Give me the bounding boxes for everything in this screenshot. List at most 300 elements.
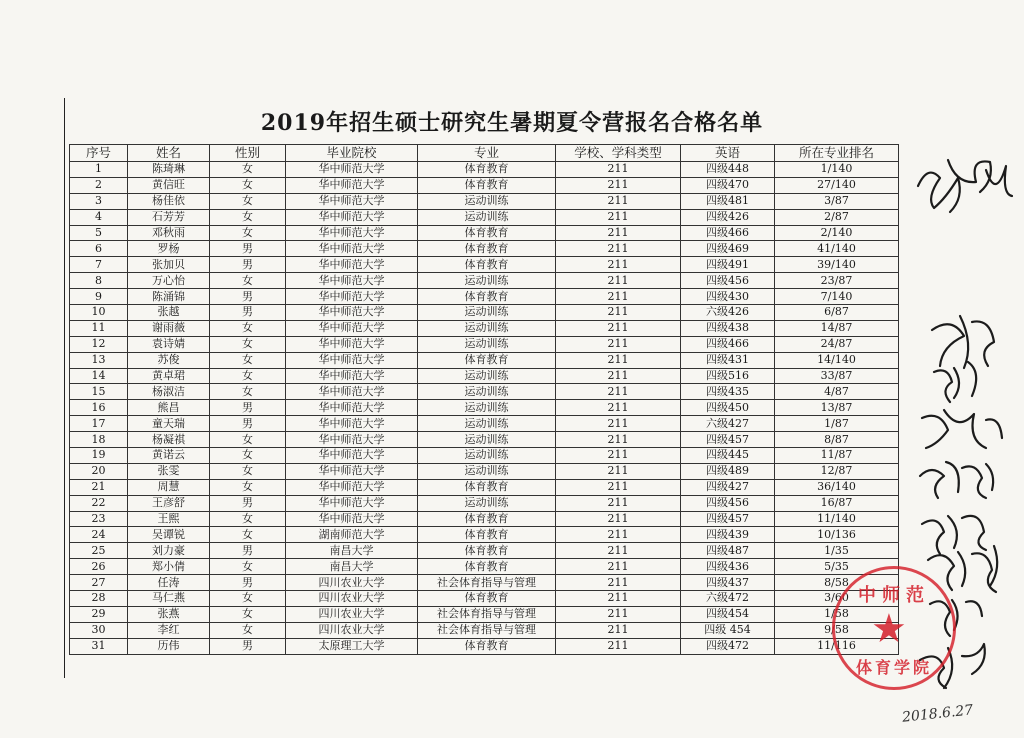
cell-index: 18	[70, 432, 128, 448]
cell-index: 30	[70, 622, 128, 638]
table-row	[70, 241, 899, 257]
cell-english: 四级436	[681, 559, 775, 575]
cell-gender: 女	[210, 336, 286, 352]
cell-school: 华中师范大学	[286, 193, 418, 209]
cell-english: 四级457	[681, 511, 775, 527]
cell-index: 31	[70, 638, 128, 654]
cell-school-type: 211	[556, 289, 681, 305]
cell-school: 四川农业大学	[286, 575, 418, 591]
cell-english: 四级516	[681, 368, 775, 384]
cell-index: 7	[70, 257, 128, 273]
cell-school: 华中师范大学	[286, 479, 418, 495]
cell-english: 四级430	[681, 289, 775, 305]
cell-gender: 男	[210, 400, 286, 416]
cell-gender: 女	[210, 352, 286, 368]
cell-english: 四级450	[681, 400, 775, 416]
cell-rank: 3/60	[775, 591, 899, 607]
table-row	[70, 273, 899, 289]
cell-english: 四级431	[681, 352, 775, 368]
cell-school-type: 211	[556, 193, 681, 209]
table-row	[70, 638, 899, 654]
cell-major: 体育教育	[418, 289, 556, 305]
cell-gender: 女	[210, 320, 286, 336]
cell-school-type: 211	[556, 209, 681, 225]
cell-major: 社会体育指导与管理	[418, 606, 556, 622]
cell-name: 童天瑞	[128, 416, 210, 432]
cell-english: 四级445	[681, 448, 775, 464]
table-row	[70, 416, 899, 432]
cell-gender: 女	[210, 177, 286, 193]
cell-gender: 女	[210, 559, 286, 575]
cell-english: 四级 454	[681, 622, 775, 638]
cell-gender: 女	[210, 448, 286, 464]
cell-school-type: 211	[556, 273, 681, 289]
cell-school-type: 211	[556, 606, 681, 622]
cell-index: 19	[70, 448, 128, 464]
cell-major: 运动训练	[418, 368, 556, 384]
official-seal	[832, 566, 956, 690]
cell-index: 20	[70, 463, 128, 479]
cell-index: 17	[70, 416, 128, 432]
cell-major: 运动训练	[418, 384, 556, 400]
cell-major: 运动训练	[418, 336, 556, 352]
cell-school: 华中师范大学	[286, 368, 418, 384]
cell-school: 华中师范大学	[286, 225, 418, 241]
cell-index: 21	[70, 479, 128, 495]
cell-school-type: 211	[556, 495, 681, 511]
cell-rank: 14/87	[775, 320, 899, 336]
signature-1	[918, 160, 1012, 212]
cell-rank: 11/140	[775, 511, 899, 527]
cell-school-type: 211	[556, 177, 681, 193]
cell-school-type: 211	[556, 336, 681, 352]
cell-school: 华中师范大学	[286, 320, 418, 336]
cell-name: 苏俊	[128, 352, 210, 368]
cell-school-type: 211	[556, 257, 681, 273]
seal-top-text: 中师范	[858, 585, 930, 606]
cell-major: 体育教育	[418, 638, 556, 654]
cell-rank: 3/87	[775, 193, 899, 209]
cell-major: 体育教育	[418, 559, 556, 575]
cell-english: 四级435	[681, 384, 775, 400]
table-row	[70, 193, 899, 209]
cell-gender: 女	[210, 527, 286, 543]
cell-english: 六级426	[681, 305, 775, 321]
cell-index: 23	[70, 511, 128, 527]
cell-english: 四级448	[681, 162, 775, 178]
cell-major: 体育教育	[418, 162, 556, 178]
cell-index: 22	[70, 495, 128, 511]
cell-major: 体育教育	[418, 591, 556, 607]
cell-rank: 9/58	[775, 622, 899, 638]
cell-major: 运动训练	[418, 400, 556, 416]
cell-english: 四级438	[681, 320, 775, 336]
cell-rank: 6/87	[775, 305, 899, 321]
header-english: 英语	[681, 145, 775, 162]
cell-gender: 男	[210, 543, 286, 559]
cell-index: 14	[70, 368, 128, 384]
cell-school: 太原理工大学	[286, 638, 418, 654]
cell-index: 5	[70, 225, 128, 241]
cell-name: 刘力豪	[128, 543, 210, 559]
signature-5	[920, 462, 993, 498]
cell-major: 体育教育	[418, 479, 556, 495]
cell-gender: 男	[210, 416, 286, 432]
cell-major: 运动训练	[418, 416, 556, 432]
cell-english: 四级466	[681, 336, 775, 352]
table-row	[70, 479, 899, 495]
cell-name: 杨淑洁	[128, 384, 210, 400]
signature-2	[932, 316, 994, 368]
cell-school: 华中师范大学	[286, 384, 418, 400]
cell-gender: 女	[210, 606, 286, 622]
cell-gender: 男	[210, 257, 286, 273]
table-row	[70, 209, 899, 225]
margin-rule	[64, 98, 65, 678]
table-row	[70, 432, 899, 448]
cell-index: 9	[70, 289, 128, 305]
cell-school: 华中师范大学	[286, 495, 418, 511]
cell-index: 15	[70, 384, 128, 400]
cell-english: 四级481	[681, 193, 775, 209]
cell-rank: 14/140	[775, 352, 899, 368]
cell-name: 谢雨薇	[128, 320, 210, 336]
cell-school: 华中师范大学	[286, 336, 418, 352]
cell-school: 华中师范大学	[286, 400, 418, 416]
cell-school: 华中师范大学	[286, 448, 418, 464]
cell-school: 华中师范大学	[286, 352, 418, 368]
cell-gender: 男	[210, 495, 286, 511]
cell-name: 张雯	[128, 463, 210, 479]
cell-gender: 女	[210, 479, 286, 495]
cell-index: 25	[70, 543, 128, 559]
cell-school: 华中师范大学	[286, 511, 418, 527]
cell-gender: 男	[210, 638, 286, 654]
signature-6	[922, 516, 986, 554]
cell-english: 四级466	[681, 225, 775, 241]
table-row	[70, 591, 899, 607]
cell-school: 华中师范大学	[286, 463, 418, 479]
cell-school-type: 211	[556, 559, 681, 575]
cell-name: 杨凝祺	[128, 432, 210, 448]
table-row	[70, 622, 899, 638]
cell-gender: 女	[210, 511, 286, 527]
cell-name: 张越	[128, 305, 210, 321]
cell-english: 四级456	[681, 273, 775, 289]
cell-rank: 13/87	[775, 400, 899, 416]
table-row	[70, 400, 899, 416]
table-row	[70, 448, 899, 464]
cell-school-type: 211	[556, 527, 681, 543]
cell-school-type: 211	[556, 638, 681, 654]
cell-school-type: 211	[556, 543, 681, 559]
cell-school: 华中师范大学	[286, 416, 418, 432]
table-row	[70, 320, 899, 336]
cell-school: 南昌大学	[286, 543, 418, 559]
cell-english: 四级439	[681, 527, 775, 543]
cell-index: 12	[70, 336, 128, 352]
cell-english: 四级456	[681, 495, 775, 511]
header-rank: 所在专业排名	[775, 145, 899, 162]
cell-major: 运动训练	[418, 495, 556, 511]
table-header-row	[70, 145, 899, 162]
cell-name: 王彦舒	[128, 495, 210, 511]
cell-rank: 2/140	[775, 225, 899, 241]
table-row	[70, 495, 899, 511]
cell-name: 历伟	[128, 638, 210, 654]
cell-school: 华中师范大学	[286, 241, 418, 257]
cell-rank: 16/87	[775, 495, 899, 511]
cell-rank: 10/136	[775, 527, 899, 543]
cell-rank: 33/87	[775, 368, 899, 384]
cell-school: 四川农业大学	[286, 591, 418, 607]
cell-school-type: 211	[556, 384, 681, 400]
cell-rank: 11/87	[775, 448, 899, 464]
table-row	[70, 368, 899, 384]
cell-rank: 5/35	[775, 559, 899, 575]
cell-major: 运动训练	[418, 209, 556, 225]
cell-rank: 41/140	[775, 241, 899, 257]
cell-english: 四级472	[681, 638, 775, 654]
cell-school: 华中师范大学	[286, 305, 418, 321]
cell-school: 四川农业大学	[286, 606, 418, 622]
cell-rank: 7/140	[775, 289, 899, 305]
table-row	[70, 575, 899, 591]
cell-index: 1	[70, 162, 128, 178]
cell-school-type: 211	[556, 241, 681, 257]
cell-school-type: 211	[556, 225, 681, 241]
cell-name: 万心怡	[128, 273, 210, 289]
header-gender: 性别	[210, 145, 286, 162]
cell-school-type: 211	[556, 432, 681, 448]
cell-rank: 23/87	[775, 273, 899, 289]
cell-gender: 女	[210, 162, 286, 178]
header-major: 专业	[418, 145, 556, 162]
table-row	[70, 559, 899, 575]
cell-gender: 男	[210, 241, 286, 257]
seal-star-icon: ★	[871, 606, 907, 652]
cell-school: 华中师范大学	[286, 289, 418, 305]
cell-english: 四级457	[681, 432, 775, 448]
cell-name: 周慧	[128, 479, 210, 495]
cell-name: 郑小倩	[128, 559, 210, 575]
table-row	[70, 527, 899, 543]
cell-rank: 1/35	[775, 543, 899, 559]
cell-major: 体育教育	[418, 257, 556, 273]
cell-index: 6	[70, 241, 128, 257]
cell-major: 体育教育	[418, 177, 556, 193]
cell-school: 华中师范大学	[286, 209, 418, 225]
cell-major: 体育教育	[418, 511, 556, 527]
cell-school-type: 211	[556, 511, 681, 527]
cell-rank: 11/116	[775, 638, 899, 654]
table-row	[70, 162, 899, 178]
roster-body	[70, 162, 899, 655]
cell-school-type: 211	[556, 622, 681, 638]
cell-name: 吴谭锐	[128, 527, 210, 543]
cell-rank: 24/87	[775, 336, 899, 352]
cell-school-type: 211	[556, 352, 681, 368]
cell-index: 13	[70, 352, 128, 368]
table-row	[70, 384, 899, 400]
cell-index: 27	[70, 575, 128, 591]
cell-school-type: 211	[556, 463, 681, 479]
cell-rank: 8/87	[775, 432, 899, 448]
cell-name: 袁诗婧	[128, 336, 210, 352]
cell-english: 六级427	[681, 416, 775, 432]
admission-roster-table	[69, 144, 899, 655]
table-row	[70, 606, 899, 622]
cell-school-type: 211	[556, 591, 681, 607]
cell-english: 四级469	[681, 241, 775, 257]
cell-index: 8	[70, 273, 128, 289]
table-row	[70, 305, 899, 321]
header-index: 序号	[70, 145, 128, 162]
cell-english: 六级472	[681, 591, 775, 607]
cell-index: 29	[70, 606, 128, 622]
cell-school: 华中师范大学	[286, 257, 418, 273]
cell-gender: 女	[210, 384, 286, 400]
cell-gender: 女	[210, 193, 286, 209]
cell-english: 四级487	[681, 543, 775, 559]
cell-rank: 8/58	[775, 575, 899, 591]
cell-name: 黄信旺	[128, 177, 210, 193]
cell-name: 王熙	[128, 511, 210, 527]
cell-major: 运动训练	[418, 432, 556, 448]
cell-name: 马仁燕	[128, 591, 210, 607]
table-row	[70, 352, 899, 368]
cell-rank: 1/87	[775, 416, 899, 432]
cell-name: 陈琦琳	[128, 162, 210, 178]
header-school: 毕业院校	[286, 145, 418, 162]
cell-rank: 4/87	[775, 384, 899, 400]
cell-gender: 女	[210, 273, 286, 289]
cell-major: 运动训练	[418, 193, 556, 209]
cell-school-type: 211	[556, 400, 681, 416]
signature-3	[934, 362, 976, 402]
cell-name: 罗杨	[128, 241, 210, 257]
cell-major: 运动训练	[418, 448, 556, 464]
cell-index: 4	[70, 209, 128, 225]
cell-school-type: 211	[556, 416, 681, 432]
handwritten-date: 2018.6.27	[901, 702, 974, 726]
cell-school: 华中师范大学	[286, 162, 418, 178]
cell-english: 四级437	[681, 575, 775, 591]
cell-school-type: 211	[556, 575, 681, 591]
cell-index: 11	[70, 320, 128, 336]
cell-major: 运动训练	[418, 305, 556, 321]
cell-english: 四级491	[681, 257, 775, 273]
cell-name: 石芳芳	[128, 209, 210, 225]
cell-gender: 女	[210, 622, 286, 638]
cell-major: 社会体育指导与管理	[418, 622, 556, 638]
cell-school: 南昌大学	[286, 559, 418, 575]
cell-gender: 男	[210, 305, 286, 321]
cell-name: 任涛	[128, 575, 210, 591]
cell-gender: 女	[210, 432, 286, 448]
cell-school-type: 211	[556, 448, 681, 464]
cell-rank: 1/58	[775, 606, 899, 622]
cell-school: 华中师范大学	[286, 432, 418, 448]
cell-index: 26	[70, 559, 128, 575]
cell-major: 体育教育	[418, 543, 556, 559]
cell-gender: 女	[210, 591, 286, 607]
cell-name: 陈涌锦	[128, 289, 210, 305]
cell-name: 李红	[128, 622, 210, 638]
table-row	[70, 336, 899, 352]
seal-bottom-text: 体育学院	[855, 658, 932, 677]
cell-rank: 27/140	[775, 177, 899, 193]
cell-index: 2	[70, 177, 128, 193]
cell-gender: 男	[210, 575, 286, 591]
cell-gender: 女	[210, 463, 286, 479]
cell-name: 黄诺云	[128, 448, 210, 464]
table-row	[70, 289, 899, 305]
header-school-type: 学校、学科类型	[556, 145, 681, 162]
cell-name: 张加贝	[128, 257, 210, 273]
cell-gender: 女	[210, 368, 286, 384]
cell-index: 10	[70, 305, 128, 321]
signature-4	[922, 410, 1002, 448]
cell-major: 体育教育	[418, 352, 556, 368]
cell-major: 体育教育	[418, 241, 556, 257]
table-row	[70, 543, 899, 559]
cell-english: 四级470	[681, 177, 775, 193]
cell-school-type: 211	[556, 368, 681, 384]
cell-index: 28	[70, 591, 128, 607]
cell-index: 16	[70, 400, 128, 416]
cell-school: 四川农业大学	[286, 622, 418, 638]
cell-english: 四级427	[681, 479, 775, 495]
cell-major: 体育教育	[418, 527, 556, 543]
table-row	[70, 257, 899, 273]
cell-school-type: 211	[556, 305, 681, 321]
cell-rank: 1/140	[775, 162, 899, 178]
table-row	[70, 463, 899, 479]
header-name: 姓名	[128, 145, 210, 162]
cell-english: 四级454	[681, 606, 775, 622]
cell-major: 运动训练	[418, 463, 556, 479]
cell-name: 黄卓珺	[128, 368, 210, 384]
cell-rank: 36/140	[775, 479, 899, 495]
cell-name: 杨佳依	[128, 193, 210, 209]
cell-name: 邓秋雨	[128, 225, 210, 241]
cell-rank: 12/87	[775, 463, 899, 479]
cell-english: 四级426	[681, 209, 775, 225]
cell-rank: 39/140	[775, 257, 899, 273]
cell-name: 张燕	[128, 606, 210, 622]
cell-school: 华中师范大学	[286, 273, 418, 289]
cell-major: 运动训练	[418, 273, 556, 289]
cell-major: 社会体育指导与管理	[418, 575, 556, 591]
cell-english: 四级489	[681, 463, 775, 479]
cell-gender: 女	[210, 225, 286, 241]
table-row	[70, 511, 899, 527]
cell-rank: 2/87	[775, 209, 899, 225]
cell-name: 熊昌	[128, 400, 210, 416]
cell-school: 华中师范大学	[286, 177, 418, 193]
cell-index: 24	[70, 527, 128, 543]
cell-school-type: 211	[556, 320, 681, 336]
cell-index: 3	[70, 193, 128, 209]
cell-school: 湖南师范大学	[286, 527, 418, 543]
cell-school-type: 211	[556, 162, 681, 178]
document-title: 2019年招生硕士研究生暑期夏令营报名合格名单	[260, 110, 764, 136]
cell-major: 体育教育	[418, 225, 556, 241]
table-row	[70, 177, 899, 193]
cell-gender: 女	[210, 209, 286, 225]
table-row	[70, 225, 899, 241]
